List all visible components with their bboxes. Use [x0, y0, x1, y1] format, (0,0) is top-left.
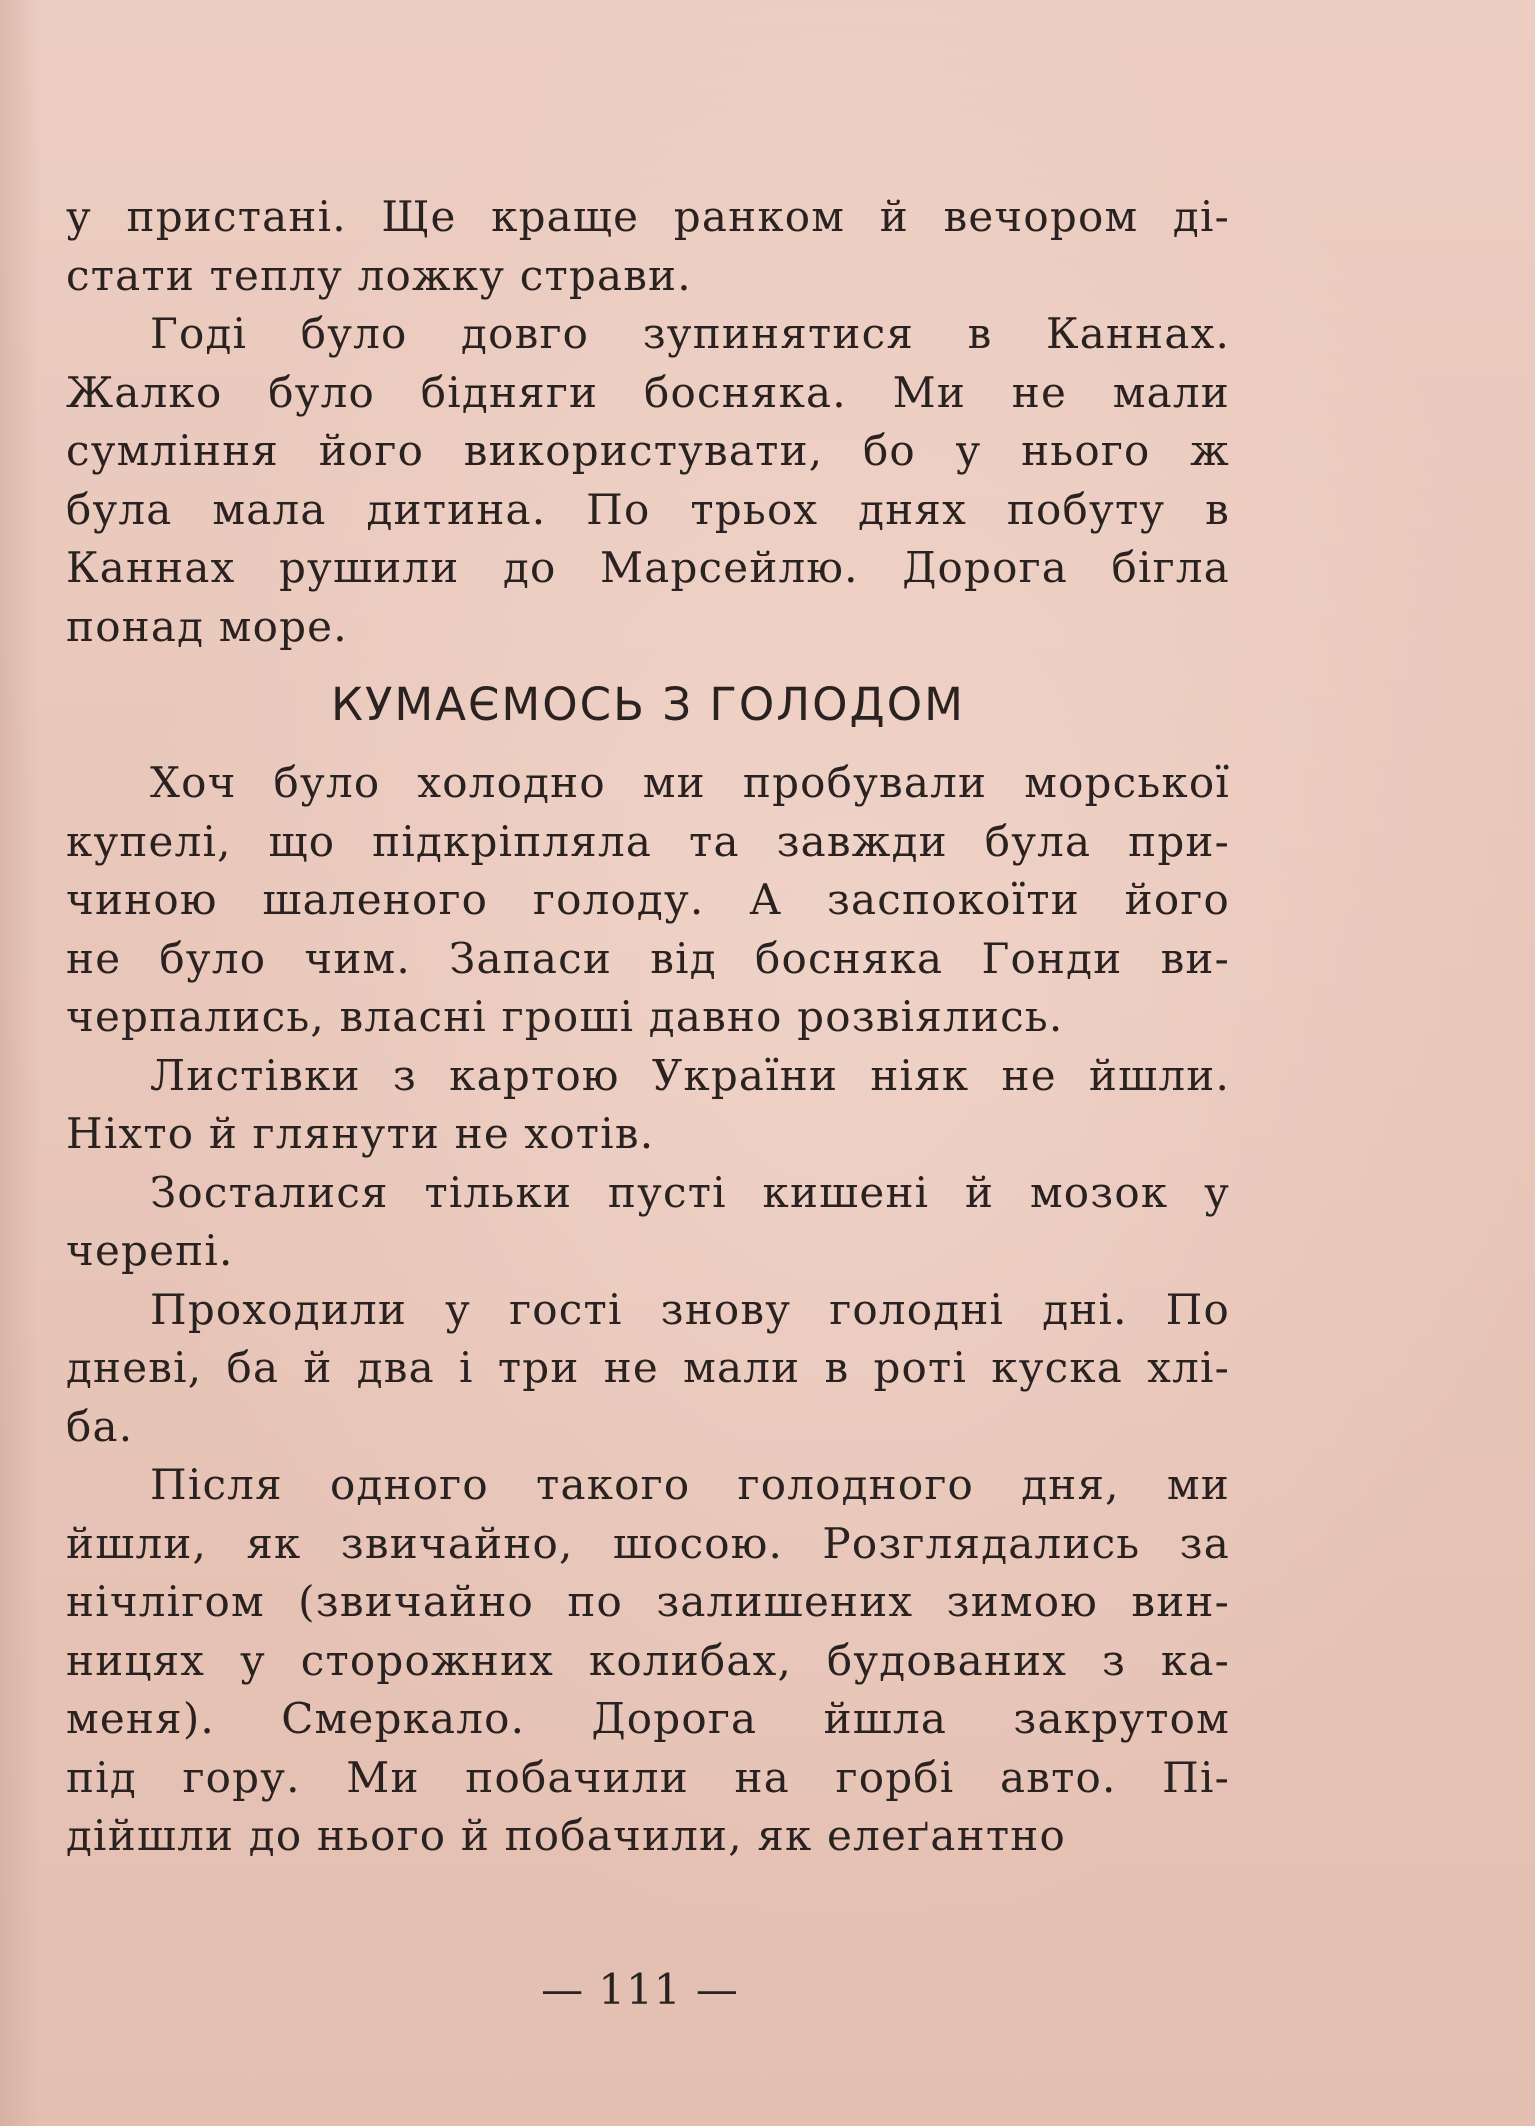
- text-line: дійшли до нього й побачили, як елеґантно: [66, 1811, 1066, 1860]
- text-line: Зосталися тільки пусті кишені й мозок у: [150, 1167, 1230, 1217]
- text-line: нічлігом (звичайно по залишених зимою вин-: [66, 1577, 1230, 1626]
- text-line: понад море.: [66, 601, 348, 651]
- text-line: Після одного такого голодного дня, ми: [150, 1460, 1230, 1509]
- text-line: Годі було довго зупинятися в Каннах.: [150, 309, 1230, 358]
- text-line: була мала дитина. По трьох днях побуту в: [66, 484, 1230, 534]
- text-line: дневі, ба й два і три не мали в роті куска хлі-: [66, 1343, 1230, 1392]
- text-line: сумління його використувати, бо у нього ж: [66, 426, 1230, 475]
- text-line: купелі, що підкріпляла та завжди була при-: [66, 816, 1230, 866]
- text-line: меня). Смеркало. Дорога йшла закрутом: [66, 1694, 1230, 1743]
- text-line: ницях у сторожних колибах, будованих з ка-: [66, 1635, 1230, 1685]
- text-line: чиною шаленого голоду. А заспокоїти його: [66, 875, 1230, 924]
- page-number: — 111 —: [541, 1965, 739, 2014]
- text-line: Жалко було бідняги босняка. Ми не мали: [66, 367, 1230, 417]
- text-line: у пристані. Ще краще ранком й вечором ді-: [66, 192, 1230, 241]
- text-line: черепі.: [66, 1226, 234, 1275]
- text-line: Листівки з картою України ніяк не йшли.: [150, 1050, 1230, 1100]
- page-text: [66, 188, 1230, 1866]
- chapter-heading: КУМАЄМОСЬ З ГОЛОДОМ: [331, 678, 965, 731]
- text-line: йшли, як звичайно, шосою. Розглядались за: [66, 1518, 1230, 1568]
- text-line: ба.: [66, 1401, 134, 1451]
- text-line: Проходили у гості знову голодні дні. По: [150, 1284, 1230, 1334]
- text-line: не було чим. Запаси від босняка Гонди ви-: [66, 933, 1230, 983]
- text-line: стати теплу ложку страви.: [66, 250, 692, 300]
- text-line: Ніхто й глянути не хотів.: [66, 1109, 655, 1158]
- text-line: Каннах рушили до Марсейлю. Дорога бігла: [66, 543, 1230, 592]
- text-line: черпались, власні гроші давно розвіялись.: [66, 992, 1064, 1041]
- page-gutter-shadow: [0, 0, 40, 2126]
- text-line: Хоч було холодно ми пробували морської: [150, 758, 1230, 807]
- text-line: під гору. Ми побачили на горбі авто. Пі-: [66, 1752, 1230, 1802]
